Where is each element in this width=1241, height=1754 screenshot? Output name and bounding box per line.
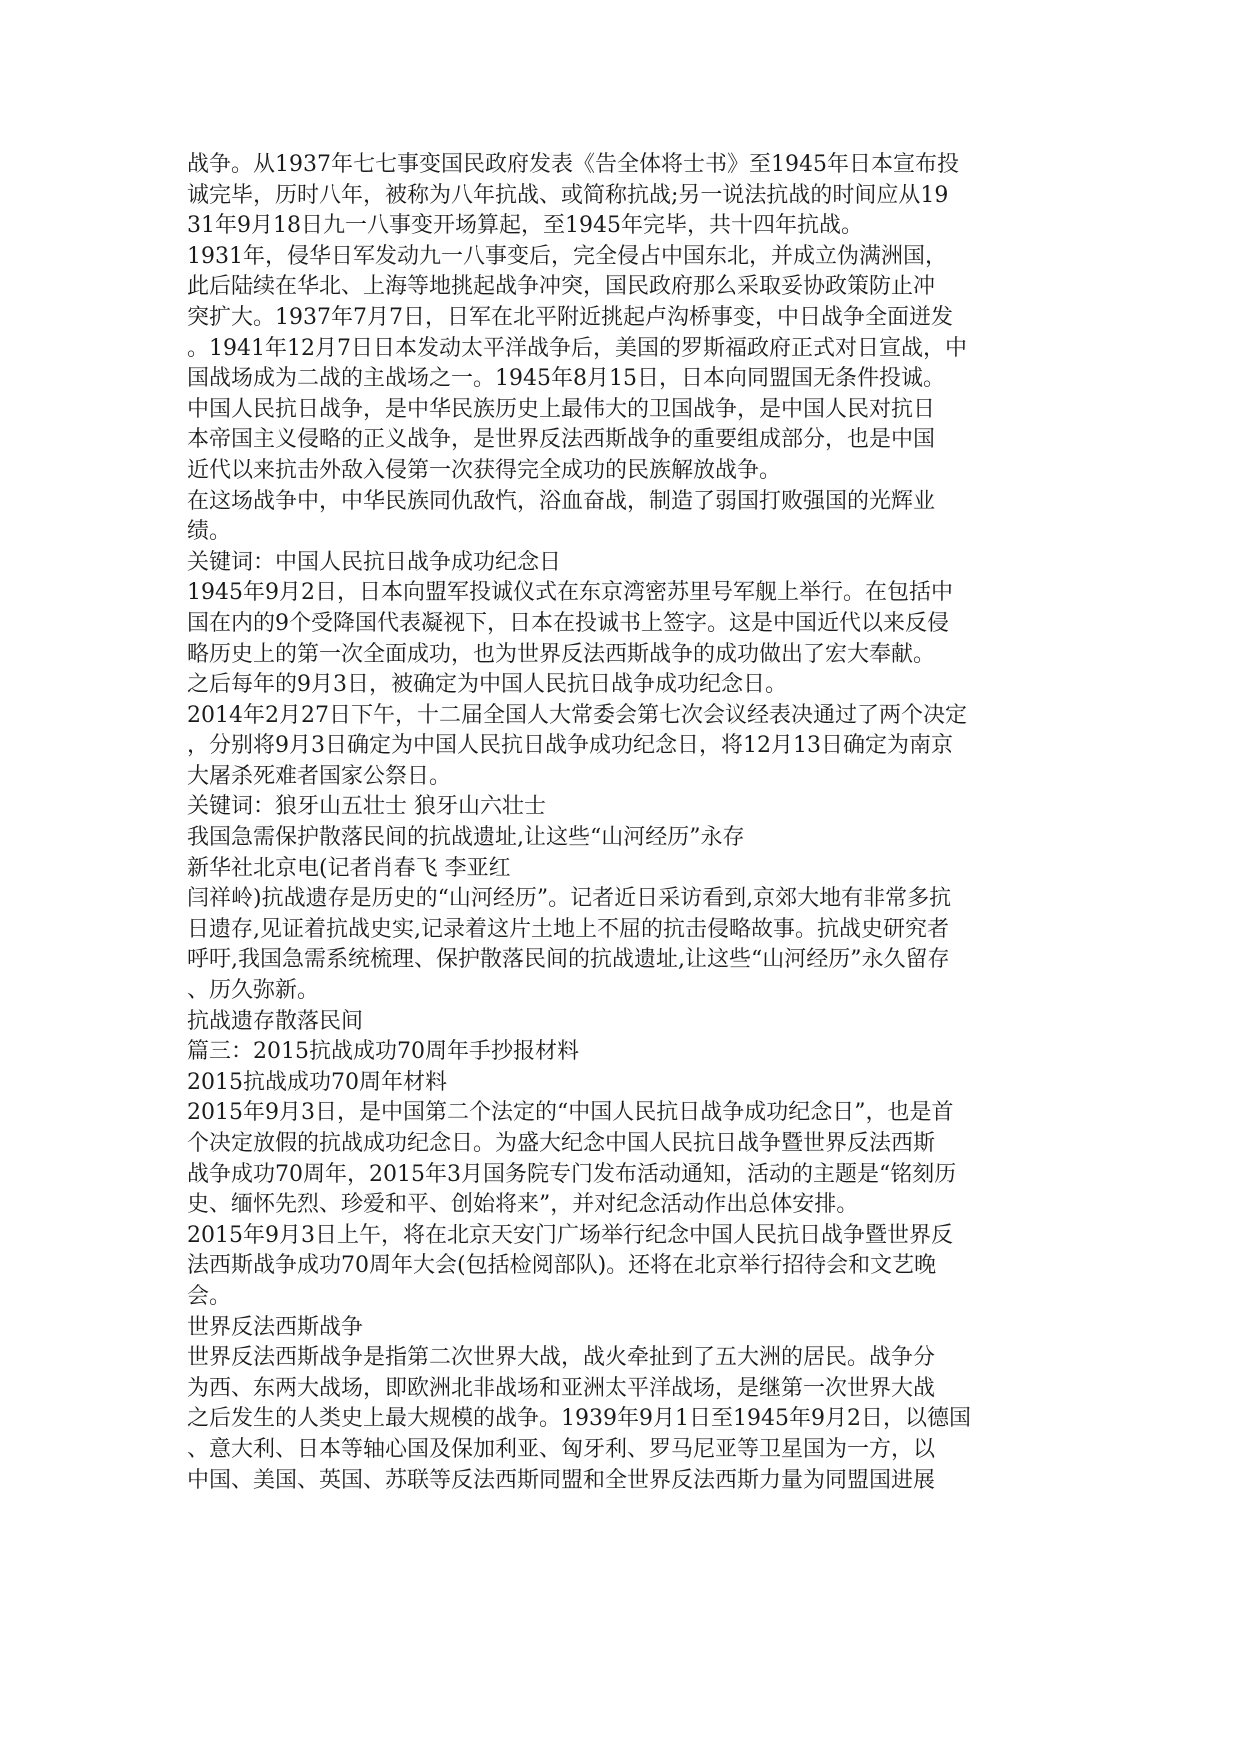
text-line: 法西斯战争成功70周年大会(包括检阅部队)。还将在北京举行招待会和文艺晚 (187, 1253, 937, 1279)
text-line: 大屠杀死难者国家公祭日。 (187, 763, 452, 789)
text-line: 世界反法西斯战争是指第二次世界大战，战火牵扯到了五大洲的居民。战争分 (187, 1345, 936, 1371)
text-line: 会。 (187, 1283, 232, 1309)
text-line: 诚完毕，历时八年，被称为八年抗战、或简称抗战;另一说法抗战的时间应从19 (187, 182, 949, 208)
text-line: 、意大利、日本等轴心国及保加利亚、匈牙利、罗马尼亚等卫星国为一方，以 (187, 1436, 936, 1462)
text-line: 突扩大。1937年7月7日，日军在北平附近挑起卢沟桥事变，中日战争全面迸发 (187, 304, 953, 330)
text-line: 此后陆续在华北、上海等地挑起战争冲突，国民政府那么采取妥协政策防止冲 (187, 274, 936, 300)
text-line: 略历史上的第一次全面成功，也为世界反法西斯战争的成功做出了宏大奉献。 (187, 641, 936, 667)
text-line: 中国人民抗日战争，是中华民族历史上最伟大的卫国战争，是中国人民对抗日 (187, 396, 936, 422)
text-line: 近代以来抗击外敌入侵第一次获得完全成功的民族解放战争。 (187, 457, 782, 483)
text-line: 个决定放假的抗战成功纪念日。为盛大纪念中国人民抗日战争暨世界反法西斯 (187, 1131, 936, 1156)
document-body (187, 150, 1067, 1496)
text-line: 为西、东两大战场，即欧洲北非战场和亚洲太平洋战场，是继第一次世界大战 (187, 1375, 936, 1401)
text-line: 新华社北京电(记者肖春飞 李亚红 (187, 855, 511, 881)
text-line: 2015年9月3日，是中国第二个法定的“中国人民抗日战争成功纪念日”，也是首 (187, 1100, 954, 1126)
text-line: 。1941年12月7日日本发动太平洋战争后，美国的罗斯福政府正式对日宣战，中 (187, 335, 967, 361)
text-line: 我国急需保护散落民间的抗战遗址,让这些“山河经历”永存 (187, 825, 745, 851)
text-line: 2014年2月27日下午，十二届全国人大常委会第七次会议经表决通过了两个决定 (187, 702, 967, 728)
text-line: 史、缅怀先烈、珍爱和平、创始将来”，并对纪念活动作出总体安排。 (187, 1192, 859, 1218)
text-line: 关键词：中国人民抗日战争成功纪念日 (187, 549, 562, 575)
text-line: 之后发生的人类史上最大规模的战争。1939年9月1日至1945年9月2日，以德国 (187, 1406, 971, 1432)
text-line: 之后每年的9月3日，被确定为中国人民抗日战争成功纪念日。 (187, 672, 787, 698)
text-line: 2015年9月3日上午，将在北京天安门广场举行纪念中国人民抗日战争暨世界反 (187, 1222, 953, 1248)
text-line: 本帝国主义侵略的正义战争，是世界反法西斯战争的重要组成部分，也是中国 (187, 427, 936, 453)
text-line: 日遗存,见证着抗战史实,记录着这片土地上不屈的抗击侵略故事。抗战史研究者 (187, 916, 949, 942)
text-line: 绩。 (187, 519, 232, 545)
text-line: 在这场战争中，中华民族同仇敌忾，浴血奋战，制造了弱国打败强国的光辉业 (187, 488, 936, 514)
text-line: 国战场成为二战的主战场之一。1945年8月15日，日本向同盟国无条件投诚。 (187, 366, 945, 392)
text-line: 战争成功70周年，2015年3月国务院专门发布活动通知，活动的主题是“铭刻历 (187, 1161, 957, 1187)
text-line: 中国、美国、英国、苏联等反法西斯同盟和全世界反法西斯力量为同盟国进展 (187, 1467, 936, 1493)
text-line: 2015抗战成功70周年材料 (187, 1069, 447, 1095)
text-line: 31年9月18日九一八事变开场算起，至1945年完毕，共十四年抗战。 (187, 213, 863, 239)
text-line: 呼吁,我国急需系统梳理、保护散落民间的抗战遗址,让这些“山河经历”永久留存 (187, 947, 950, 973)
text-line: 闫祥岭)抗战遗存是历史的“山河经历”。记者近日采访看到,京郊大地有非常多抗 (187, 886, 952, 912)
text-line: 抗战遗存散落民间 (187, 1008, 364, 1034)
text-line: 国在内的9个受降国代表凝视下，日本在投诚书上签字。这是中国近代以来反侵 (187, 610, 949, 636)
text-line: 战争。从1937年七七事变国民政府发表《告全体将士书》至1945年日本宣布投 (187, 152, 959, 177)
text-line: 、历久弥新。 (187, 978, 320, 1004)
text-line: ，分别将9月3日确定为中国人民抗日战争成功纪念日，将12月13日确定为南京 (187, 733, 953, 759)
text-line: 关键词：狼牙山五壮士 狼牙山六壮士 (187, 794, 546, 820)
text-line: 世界反法西斯战争 (187, 1314, 364, 1340)
text-line: 1945年9月2日，日本向盟军投诚仪式在东京湾密苏里号军舰上举行。在包括中 (187, 580, 953, 606)
text-line: 1931年，侵华日军发动九一八事变后，完全侵占中国东北，并成立伪满洲国， (187, 243, 947, 269)
text-line: 篇三：2015抗战成功70周年手抄报材料 (187, 1039, 579, 1065)
